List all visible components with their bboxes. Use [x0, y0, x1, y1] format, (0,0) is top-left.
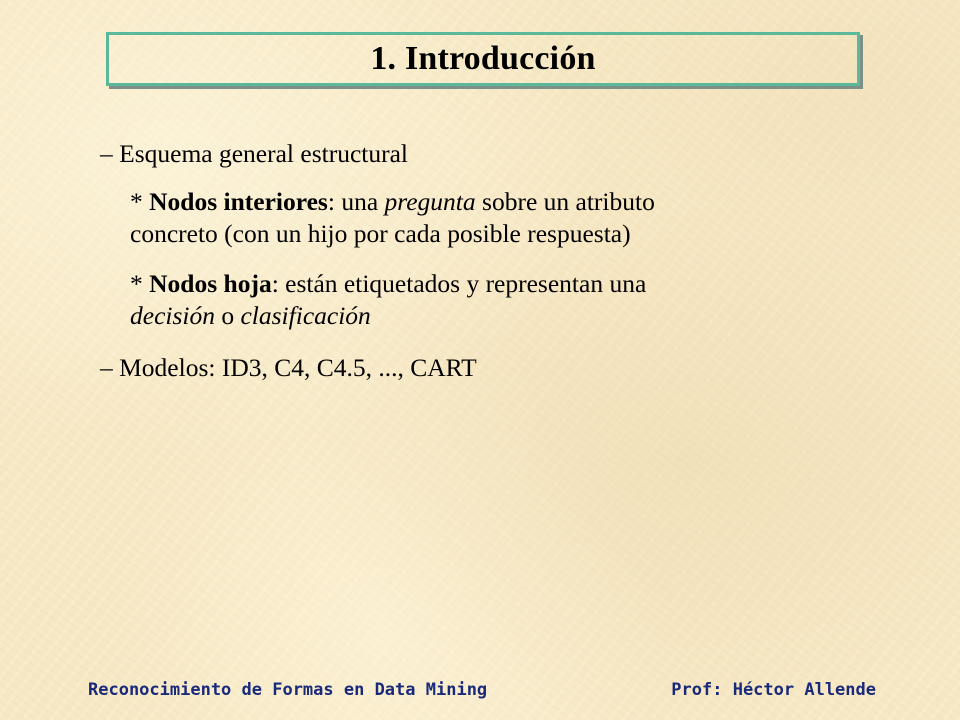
- point-models: – Modelos: ID3, C4, C4.5, ..., CART: [100, 353, 477, 382]
- text-fragment: : una: [327, 187, 385, 216]
- term-question: pregunta: [384, 187, 476, 216]
- slide-title: 1. Introducción: [370, 40, 596, 77]
- bullet-interior-nodes: [130, 186, 830, 250]
- text-fragment: : están etiquetados y representan una: [271, 269, 647, 298]
- bullet-leaf-nodes-line1: [130, 268, 830, 300]
- bullet-interior-nodes-line1: [130, 186, 830, 218]
- bullet-leaf-nodes-line2: [130, 300, 830, 332]
- term-decision: decisión: [130, 301, 215, 330]
- text-fragment: sobre un atributo: [475, 187, 655, 216]
- term-classification: clasificación: [240, 301, 371, 330]
- point-structural-scheme: – Esquema general estructural: [100, 139, 408, 168]
- footer-author: Prof: Héctor Allende: [671, 680, 876, 700]
- text-fragment: o: [214, 301, 241, 330]
- bullet-interior-nodes-line2: concreto (con un hijo por cada posible respuesta): [130, 219, 631, 248]
- term-interior-nodes: Nodos interiores: [149, 187, 328, 216]
- term-leaf-nodes: Nodos hoja: [149, 269, 272, 298]
- footer-course-title: Reconocimiento de Formas en Data Mining: [88, 680, 488, 700]
- title-box: [106, 32, 860, 86]
- bullet-leaf-nodes: [130, 268, 830, 332]
- bullet-marker: *: [130, 187, 150, 216]
- bullet-marker: *: [130, 269, 150, 298]
